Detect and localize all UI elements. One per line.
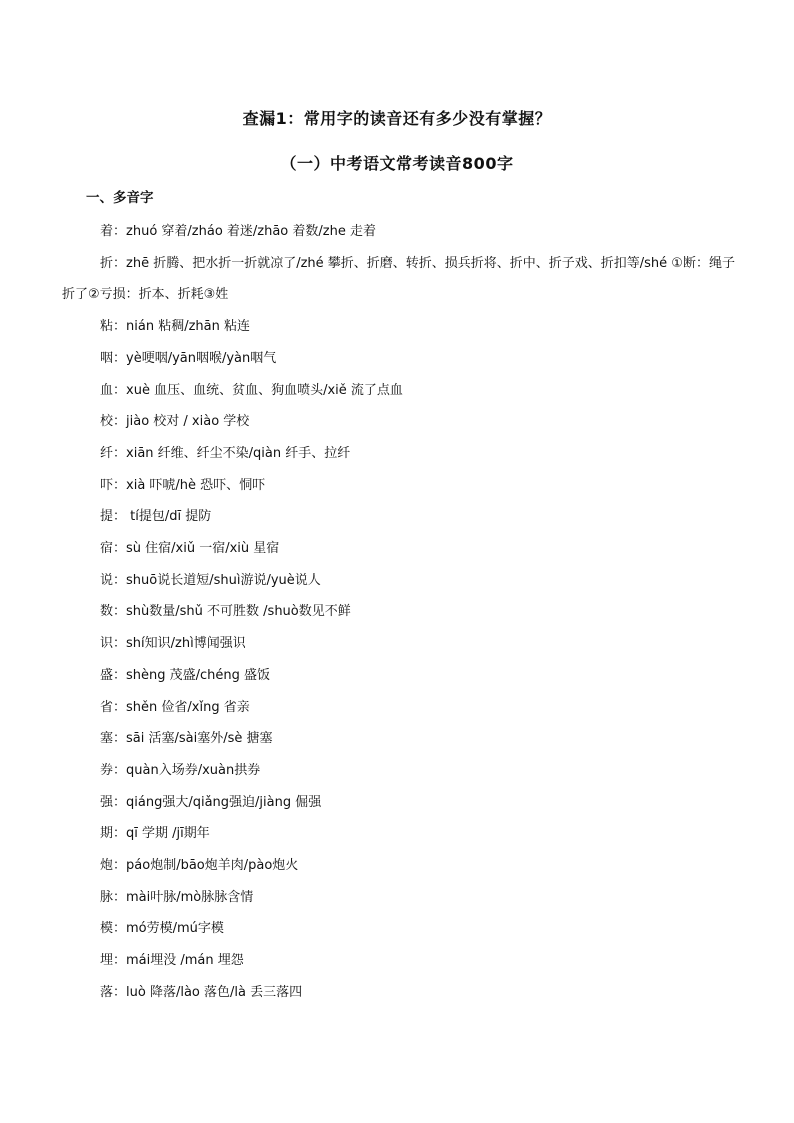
- entry-char: 埋: [100, 953, 114, 969]
- entry-char: 券: [100, 762, 114, 778]
- entry-char: 血: [100, 382, 114, 398]
- list-item: [62, 977, 742, 1009]
- entry-text: ：jiào 校对 / xiào 学校: [113, 414, 250, 430]
- list-item: [62, 375, 742, 407]
- list-item: [62, 533, 742, 565]
- entry-text: ：nián 粘稠/zhān 粘连: [113, 319, 250, 335]
- entry-char: 落: [100, 984, 114, 1000]
- entry-text: ： tí提包/dī 提防: [113, 509, 212, 525]
- entry-text: ：shí知识/zhì博闻强识: [113, 636, 246, 652]
- list-item: [62, 882, 742, 914]
- list-item: [62, 343, 742, 375]
- entry-text: ：mái埋没 /mán 埋怨: [113, 953, 244, 969]
- entry-text: ：quàn入场券/xuàn拱券: [113, 762, 261, 778]
- entry-char: 模: [100, 921, 114, 937]
- entry-char: 塞: [100, 731, 114, 747]
- entry-text: ：shuō说长道短/shuì游说/yuè说人: [113, 572, 321, 588]
- entry-text: ：luò 降落/lào 落色/là 丢三落四: [113, 984, 303, 1000]
- list-item: [62, 565, 742, 597]
- entry-char: 盛: [100, 667, 114, 683]
- entry-char: 数: [100, 604, 114, 620]
- entry-char: 咽: [100, 350, 114, 366]
- page-title: 查漏1：常用字的读音还有多少没有掌握？: [242, 109, 552, 128]
- entry-char: 强: [100, 794, 114, 810]
- entry-char: 粘: [100, 319, 114, 335]
- entry-list: [62, 216, 742, 1009]
- entry-char: 校: [100, 414, 114, 430]
- list-item: [62, 850, 742, 882]
- entry-text: ：mài叶脉/mò脉脉含情: [113, 889, 254, 905]
- entry-text: ：qiáng强大/qiǎng强迫/jiàng 倔强: [113, 794, 322, 810]
- entry-char: 宿: [100, 541, 114, 557]
- list-item: [62, 470, 742, 502]
- entry-text: ：yè哽咽/yān咽喉/yàn咽气: [113, 350, 277, 366]
- list-item: [62, 913, 742, 945]
- list-item: [62, 406, 742, 438]
- page-subtitle: （一）中考语文常考读音800字: [280, 154, 514, 173]
- list-item: [62, 216, 742, 248]
- section-heading: 一、多音字: [86, 190, 154, 206]
- entry-text: ：páo炮制/bāo炮羊肉/pào炮火: [113, 858, 299, 874]
- entry-char: 提: [100, 509, 114, 525]
- entry-text: ：qī 学期 /jī期年: [113, 826, 210, 842]
- entry-char: 折: [100, 255, 114, 271]
- entry-char: 省: [100, 699, 114, 715]
- entry-char: 纤: [100, 445, 114, 461]
- entry-text: ：zhē 折腾、把水折一折就凉了/zhé 攀折、折磨、转折、损兵折将、折中、折子戏、折扣等/shé ①断：绳子折了②亏损：折本、折耗③姓: [62, 255, 735, 303]
- entry-char: 脉: [100, 889, 114, 905]
- list-item: [62, 755, 742, 787]
- list-item: [62, 628, 742, 660]
- list-item: [62, 692, 742, 724]
- list-item: [62, 660, 742, 692]
- entry-char: 期: [100, 826, 114, 842]
- entry-text: ：xiān 纤维、纤尘不染/qiàn 纤手、拉纤: [113, 445, 351, 461]
- list-item: [62, 818, 742, 850]
- entry-char: 吓: [100, 477, 114, 493]
- entry-text: ：xià 吓唬/hè 恐吓、恫吓: [113, 477, 266, 493]
- list-item: [62, 248, 742, 311]
- list-item: [62, 311, 742, 343]
- entry-text: ：shù数量/shǔ 不可胜数 /shuò数见不鲜: [113, 604, 351, 620]
- entry-char: 识: [100, 636, 114, 652]
- list-item: [62, 596, 742, 628]
- list-item: [62, 438, 742, 470]
- list-item: [62, 723, 742, 755]
- entry-text: ：shèng 茂盛/chéng 盛饭: [113, 667, 271, 683]
- entry-char: 说: [100, 572, 114, 588]
- entry-char: 着: [100, 224, 114, 239]
- entry-text: ：shěn 俭省/xǐng 省亲: [113, 699, 250, 715]
- list-item: [62, 787, 742, 819]
- entry-text: ：sāi 活塞/sài塞外/sè 搪塞: [113, 731, 273, 747]
- list-item: [62, 501, 742, 533]
- entry-char: 炮: [100, 858, 114, 874]
- entry-text: ：zhuó 穿着/zháo 着迷/zhāo 着数/zhe 走着: [113, 224, 376, 239]
- entry-text: ：sù 住宿/xiǔ 一宿/xiù 星宿: [113, 541, 280, 557]
- entry-text: ：mó劳模/mú字模: [113, 921, 224, 937]
- entry-text: ：xuè 血压、血统、贫血、狗血喷头/xiě 流了点血: [113, 382, 403, 398]
- list-item: [62, 945, 742, 977]
